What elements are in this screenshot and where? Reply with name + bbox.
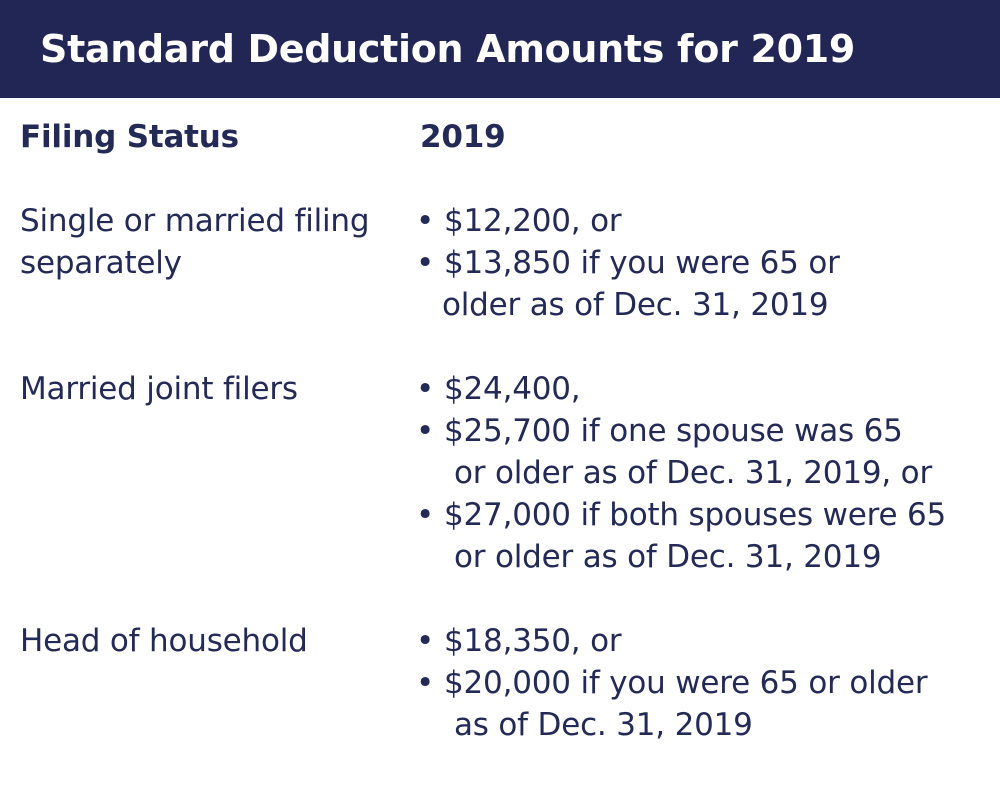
amounts-single [416,200,840,326]
amount-item [416,662,927,704]
amount-continuation: as of Dec. 31, 2019 [454,707,753,743]
filing-status-line: separately [20,245,182,281]
page-title: Standard Deduction Amounts for 2019 [40,27,856,71]
bullet-icon: • [416,623,435,659]
amount-text: $20,000 if you were 65 or older [444,665,928,701]
amount-item [416,242,840,284]
filing-status-line: Head of household [20,623,308,659]
amount-text: $18,350, or [444,623,622,659]
filing-status-single [20,200,369,284]
amount-item [416,494,946,536]
column-header-year: 2019 [420,119,506,155]
amount-text: $13,850 if you were 65 or [444,245,840,281]
amount-continuation: older as of Dec. 31, 2019 [442,287,829,323]
column-header-filing-status: Filing Status [20,119,239,155]
amount-continuation: or older as of Dec. 31, 2019, or [454,455,932,491]
amount-text: $25,700 if one spouse was 65 [444,413,903,449]
amounts-head-of-household [416,620,927,746]
bullet-icon: • [416,497,435,533]
amount-text: $24,400, [444,371,581,407]
bullet-icon: • [416,665,435,701]
bullet-icon: • [416,413,435,449]
amount-text: $12,200, or [444,203,622,239]
filing-status-head-of-household [20,620,308,662]
bullet-icon: • [416,203,435,239]
bullet-icon: • [416,371,435,407]
amount-item [416,200,840,242]
bullet-icon: • [416,245,435,281]
amount-item [416,620,927,662]
filing-status-line: Married joint filers [20,371,298,407]
amount-item [416,368,946,410]
amount-item [416,410,946,452]
filing-status-married-joint [20,368,298,410]
amounts-married-joint [416,368,946,578]
filing-status-line: Single or married filing [20,203,370,239]
title-banner [0,0,1000,98]
amount-text: $27,000 if both spouses were 65 [444,497,947,533]
amount-continuation: or older as of Dec. 31, 2019 [454,539,882,575]
